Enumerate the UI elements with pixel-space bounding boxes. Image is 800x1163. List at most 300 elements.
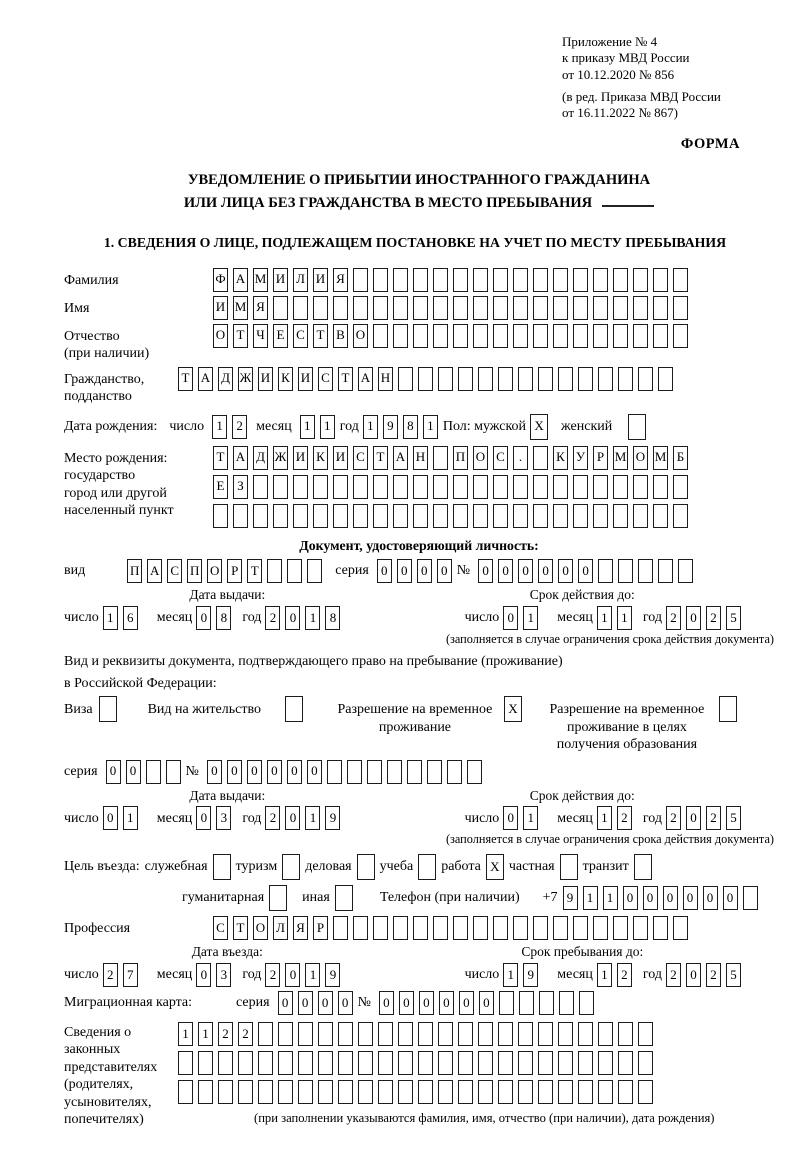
char-box[interactable]: 1	[363, 415, 378, 439]
char-box[interactable]: 0	[558, 559, 573, 583]
char-box[interactable]: 0	[285, 806, 300, 830]
purpose-business-checkbox[interactable]	[213, 854, 236, 880]
char-box[interactable]: 0	[397, 559, 412, 583]
char-box[interactable]	[278, 1051, 293, 1075]
char-box[interactable]	[633, 296, 648, 320]
char-box[interactable]: 9	[383, 415, 398, 439]
char-box[interactable]	[433, 296, 448, 320]
char-box[interactable]: И	[298, 367, 313, 391]
char-box[interactable]: 2	[103, 963, 118, 987]
char-box[interactable]	[533, 916, 548, 940]
char-box[interactable]	[335, 885, 353, 911]
char-box[interactable]	[578, 367, 593, 391]
char-box[interactable]: 9	[325, 806, 340, 830]
char-box[interactable]: С	[493, 446, 508, 470]
char-box[interactable]: 0	[227, 760, 242, 784]
char-box[interactable]: 0	[399, 991, 414, 1015]
char-box[interactable]: 1	[178, 1022, 193, 1046]
char-box[interactable]	[353, 296, 368, 320]
birth-day-boxes[interactable]	[212, 415, 252, 439]
char-box[interactable]	[533, 324, 548, 348]
char-box[interactable]	[447, 760, 462, 784]
purpose-commercial-checkbox[interactable]	[357, 854, 380, 880]
char-box[interactable]: О	[473, 446, 488, 470]
stay-year-boxes[interactable]	[666, 963, 746, 987]
char-box[interactable]	[413, 475, 428, 499]
char-box[interactable]	[433, 446, 448, 470]
char-box[interactable]: 1	[523, 606, 538, 630]
char-box[interactable]	[518, 1080, 533, 1104]
char-box[interactable]: Я	[253, 296, 268, 320]
char-box[interactable]	[598, 1080, 613, 1104]
char-box[interactable]: 0	[267, 760, 282, 784]
char-box[interactable]	[553, 268, 568, 292]
char-box[interactable]: М	[233, 296, 248, 320]
char-box[interactable]	[573, 268, 588, 292]
char-box[interactable]	[453, 296, 468, 320]
char-box[interactable]	[313, 296, 328, 320]
visa-checkbox[interactable]	[99, 696, 122, 722]
char-box[interactable]	[233, 504, 248, 528]
char-box[interactable]	[473, 504, 488, 528]
char-box[interactable]	[393, 296, 408, 320]
char-box[interactable]	[453, 475, 468, 499]
char-box[interactable]	[653, 268, 668, 292]
char-box[interactable]	[358, 1051, 373, 1075]
char-box[interactable]	[553, 324, 568, 348]
char-box[interactable]	[433, 916, 448, 940]
char-box[interactable]	[593, 916, 608, 940]
char-box[interactable]: 2	[706, 806, 721, 830]
sex-male-checkbox[interactable]	[530, 414, 553, 440]
char-box[interactable]: 0	[703, 886, 718, 910]
char-box[interactable]	[333, 504, 348, 528]
char-box[interactable]	[413, 324, 428, 348]
char-box[interactable]	[293, 296, 308, 320]
purpose-other-checkbox[interactable]	[335, 885, 358, 911]
char-box[interactable]	[393, 475, 408, 499]
char-box[interactable]	[433, 268, 448, 292]
char-box[interactable]: И	[313, 268, 328, 292]
char-box[interactable]	[373, 916, 388, 940]
char-box[interactable]	[318, 1022, 333, 1046]
char-box[interactable]	[378, 1022, 393, 1046]
char-box[interactable]	[519, 991, 534, 1015]
char-box[interactable]	[287, 559, 302, 583]
char-box[interactable]	[353, 475, 368, 499]
char-box[interactable]	[558, 1022, 573, 1046]
char-box[interactable]	[539, 991, 554, 1015]
purpose-work-checkbox[interactable]	[486, 854, 509, 880]
char-box[interactable]: 1	[212, 415, 227, 439]
char-box[interactable]	[313, 504, 328, 528]
birth-place-row2-boxes[interactable]	[213, 475, 693, 499]
char-box[interactable]	[418, 1051, 433, 1075]
char-box[interactable]	[573, 504, 588, 528]
char-box[interactable]	[313, 475, 328, 499]
char-box[interactable]	[458, 1080, 473, 1104]
char-box[interactable]: А	[147, 559, 162, 583]
char-box[interactable]	[213, 504, 228, 528]
char-box[interactable]: И	[273, 268, 288, 292]
char-box[interactable]: 3	[216, 963, 231, 987]
residence-issue-month-boxes[interactable]	[196, 806, 236, 830]
char-box[interactable]: 8	[216, 606, 231, 630]
char-box[interactable]: 0	[643, 886, 658, 910]
char-box[interactable]	[413, 504, 428, 528]
char-box[interactable]	[633, 268, 648, 292]
char-box[interactable]	[393, 916, 408, 940]
char-box[interactable]	[673, 296, 688, 320]
char-box[interactable]: 0	[578, 559, 593, 583]
char-box[interactable]	[559, 991, 574, 1015]
char-box[interactable]	[513, 916, 528, 940]
char-box[interactable]	[513, 475, 528, 499]
char-box[interactable]	[413, 296, 428, 320]
char-box[interactable]: С	[293, 324, 308, 348]
char-box[interactable]	[653, 324, 668, 348]
char-box[interactable]	[598, 1022, 613, 1046]
char-box[interactable]: Т	[178, 367, 193, 391]
char-box[interactable]	[178, 1051, 193, 1075]
char-box[interactable]: X	[530, 414, 548, 440]
char-box[interactable]: 0	[459, 991, 474, 1015]
char-box[interactable]: 0	[285, 963, 300, 987]
valid-month-boxes[interactable]	[597, 606, 637, 630]
char-box[interactable]: 0	[538, 559, 553, 583]
char-box[interactable]	[533, 446, 548, 470]
char-box[interactable]: 1	[103, 606, 118, 630]
char-box[interactable]: 2	[238, 1022, 253, 1046]
char-box[interactable]	[458, 1022, 473, 1046]
char-box[interactable]	[473, 324, 488, 348]
char-box[interactable]	[218, 1051, 233, 1075]
char-box[interactable]	[658, 559, 673, 583]
char-box[interactable]: А	[393, 446, 408, 470]
char-box[interactable]	[258, 1022, 273, 1046]
migration-series-boxes[interactable]	[278, 991, 358, 1015]
char-box[interactable]: 1	[617, 606, 632, 630]
char-box[interactable]: Т	[338, 367, 353, 391]
char-box[interactable]	[293, 504, 308, 528]
char-box[interactable]	[282, 854, 300, 880]
char-box[interactable]: 3	[216, 806, 231, 830]
char-box[interactable]: 2	[666, 963, 681, 987]
char-box[interactable]	[653, 475, 668, 499]
residence-valid-year-boxes[interactable]	[666, 806, 746, 830]
char-box[interactable]: 1	[583, 886, 598, 910]
char-box[interactable]: 0	[503, 806, 518, 830]
char-box[interactable]: К	[278, 367, 293, 391]
char-box[interactable]	[347, 760, 362, 784]
char-box[interactable]: Д	[253, 446, 268, 470]
char-box[interactable]: Т	[313, 324, 328, 348]
char-box[interactable]: 0	[437, 559, 452, 583]
char-box[interactable]	[387, 760, 402, 784]
char-box[interactable]	[358, 1080, 373, 1104]
char-box[interactable]: 0	[196, 806, 211, 830]
char-box[interactable]: А	[233, 446, 248, 470]
identity-kind-boxes[interactable]	[127, 559, 327, 583]
char-box[interactable]	[513, 504, 528, 528]
char-box[interactable]: 1	[523, 806, 538, 830]
char-box[interactable]: 9	[523, 963, 538, 987]
char-box[interactable]	[658, 367, 673, 391]
char-box[interactable]: 0	[247, 760, 262, 784]
char-box[interactable]	[427, 760, 442, 784]
char-box[interactable]: М	[253, 268, 268, 292]
char-box[interactable]	[478, 367, 493, 391]
char-box[interactable]	[473, 916, 488, 940]
residence-valid-day-boxes[interactable]	[503, 806, 543, 830]
char-box[interactable]: О	[213, 324, 228, 348]
char-box[interactable]: 2	[617, 963, 632, 987]
char-box[interactable]: Т	[233, 916, 248, 940]
char-box[interactable]	[638, 1080, 653, 1104]
char-box[interactable]: А	[198, 367, 213, 391]
char-box[interactable]	[367, 760, 382, 784]
char-box[interactable]	[413, 268, 428, 292]
char-box[interactable]: Ч	[253, 324, 268, 348]
char-box[interactable]: М	[613, 446, 628, 470]
char-box[interactable]: 0	[196, 606, 211, 630]
birth-year-boxes[interactable]	[363, 415, 443, 439]
char-box[interactable]	[538, 1080, 553, 1104]
char-box[interactable]	[218, 1080, 233, 1104]
char-box[interactable]: 1	[305, 963, 320, 987]
char-box[interactable]: 9	[325, 963, 340, 987]
char-box[interactable]	[558, 367, 573, 391]
char-box[interactable]	[558, 1051, 573, 1075]
residence-number-boxes[interactable]	[207, 760, 487, 784]
char-box[interactable]: 8	[403, 415, 418, 439]
residence-permit-checkbox[interactable]	[285, 696, 308, 722]
char-box[interactable]	[613, 916, 628, 940]
char-box[interactable]	[579, 991, 594, 1015]
char-box[interactable]	[633, 324, 648, 348]
char-box[interactable]	[373, 296, 388, 320]
char-box[interactable]	[478, 1051, 493, 1075]
char-box[interactable]	[673, 475, 688, 499]
migration-number-boxes[interactable]	[379, 991, 599, 1015]
char-box[interactable]	[653, 296, 668, 320]
char-box[interactable]	[338, 1022, 353, 1046]
char-box[interactable]	[573, 916, 588, 940]
char-box[interactable]	[438, 367, 453, 391]
char-box[interactable]: 1	[300, 415, 315, 439]
char-box[interactable]: 0	[518, 559, 533, 583]
char-box[interactable]	[293, 475, 308, 499]
patronymic-boxes[interactable]	[213, 324, 693, 348]
char-box[interactable]	[418, 1080, 433, 1104]
char-box[interactable]	[593, 475, 608, 499]
char-box[interactable]	[573, 296, 588, 320]
char-box[interactable]: О	[253, 916, 268, 940]
citizenship-boxes[interactable]	[178, 367, 678, 391]
char-box[interactable]: 1	[597, 606, 612, 630]
char-box[interactable]	[298, 1051, 313, 1075]
char-box[interactable]	[613, 475, 628, 499]
char-box[interactable]: 1	[597, 963, 612, 987]
char-box[interactable]: 2	[265, 606, 280, 630]
char-box[interactable]	[618, 1080, 633, 1104]
stay-day-boxes[interactable]	[503, 963, 543, 987]
char-box[interactable]	[493, 504, 508, 528]
issue-month-boxes[interactable]	[196, 606, 236, 630]
char-box[interactable]: 0	[623, 886, 638, 910]
char-box[interactable]: О	[207, 559, 222, 583]
char-box[interactable]	[453, 916, 468, 940]
char-box[interactable]: 0	[686, 963, 701, 987]
char-box[interactable]	[638, 1051, 653, 1075]
valid-day-boxes[interactable]	[503, 606, 543, 630]
char-box[interactable]	[273, 475, 288, 499]
issue-day-boxes[interactable]	[103, 606, 143, 630]
char-box[interactable]: 0	[663, 886, 678, 910]
char-box[interactable]: З	[233, 475, 248, 499]
char-box[interactable]	[418, 367, 433, 391]
char-box[interactable]	[453, 324, 468, 348]
char-box[interactable]: С	[318, 367, 333, 391]
char-box[interactable]: 1	[503, 963, 518, 987]
char-box[interactable]	[213, 854, 231, 880]
char-box[interactable]: 2	[265, 806, 280, 830]
char-box[interactable]	[533, 475, 548, 499]
char-box[interactable]	[493, 268, 508, 292]
char-box[interactable]	[267, 559, 282, 583]
char-box[interactable]: 0	[723, 886, 738, 910]
char-box[interactable]: О	[633, 446, 648, 470]
char-box[interactable]	[338, 1080, 353, 1104]
char-box[interactable]	[493, 475, 508, 499]
char-box[interactable]	[318, 1080, 333, 1104]
char-box[interactable]	[285, 696, 303, 722]
entry-month-boxes[interactable]	[196, 963, 236, 987]
char-box[interactable]: 1	[597, 806, 612, 830]
char-box[interactable]	[578, 1022, 593, 1046]
char-box[interactable]: 0	[196, 963, 211, 987]
char-box[interactable]	[498, 1080, 513, 1104]
edu-permit-checkbox[interactable]	[719, 696, 742, 722]
char-box[interactable]: П	[127, 559, 142, 583]
char-box[interactable]: 0	[307, 760, 322, 784]
birth-month-boxes[interactable]	[300, 415, 340, 439]
char-box[interactable]	[633, 504, 648, 528]
char-box[interactable]: С	[167, 559, 182, 583]
char-box[interactable]: П	[453, 446, 468, 470]
entry-year-boxes[interactable]	[265, 963, 345, 987]
char-box[interactable]	[493, 324, 508, 348]
char-box[interactable]: Т	[373, 446, 388, 470]
char-box[interactable]: 0	[377, 559, 392, 583]
char-box[interactable]	[338, 1051, 353, 1075]
char-box[interactable]	[593, 296, 608, 320]
char-box[interactable]	[413, 916, 428, 940]
char-box[interactable]: Т	[213, 446, 228, 470]
char-box[interactable]: 0	[478, 559, 493, 583]
char-box[interactable]: А	[358, 367, 373, 391]
char-box[interactable]	[398, 1022, 413, 1046]
purpose-study-checkbox[interactable]	[418, 854, 441, 880]
char-box[interactable]	[743, 886, 758, 910]
char-box[interactable]: К	[553, 446, 568, 470]
char-box[interactable]: 0	[498, 559, 513, 583]
char-box[interactable]: К	[313, 446, 328, 470]
char-box[interactable]: Я	[333, 268, 348, 292]
char-box[interactable]	[673, 916, 688, 940]
char-box[interactable]: 1	[423, 415, 438, 439]
char-box[interactable]	[353, 268, 368, 292]
char-box[interactable]: 0	[419, 991, 434, 1015]
char-box[interactable]	[467, 760, 482, 784]
char-box[interactable]: Л	[273, 916, 288, 940]
char-box[interactable]: 0	[126, 760, 141, 784]
char-box[interactable]	[433, 324, 448, 348]
char-box[interactable]: Д	[218, 367, 233, 391]
char-box[interactable]	[373, 504, 388, 528]
char-box[interactable]	[433, 504, 448, 528]
char-box[interactable]	[418, 1022, 433, 1046]
char-box[interactable]: 1	[123, 806, 138, 830]
char-box[interactable]	[618, 1022, 633, 1046]
char-box[interactable]: У	[573, 446, 588, 470]
char-box[interactable]: М	[653, 446, 668, 470]
char-box[interactable]: Т	[247, 559, 262, 583]
char-box[interactable]: 1	[305, 806, 320, 830]
char-box[interactable]: 1	[603, 886, 618, 910]
char-box[interactable]	[613, 504, 628, 528]
char-box[interactable]	[518, 367, 533, 391]
char-box[interactable]	[418, 854, 436, 880]
char-box[interactable]: 6	[123, 606, 138, 630]
char-box[interactable]	[493, 916, 508, 940]
char-box[interactable]: 1	[320, 415, 335, 439]
char-box[interactable]	[298, 1022, 313, 1046]
char-box[interactable]	[198, 1051, 213, 1075]
char-box[interactable]	[533, 504, 548, 528]
sex-female-checkbox[interactable]	[628, 414, 651, 440]
char-box[interactable]	[298, 1080, 313, 1104]
char-box[interactable]	[407, 760, 422, 784]
representatives-row3-boxes[interactable]	[178, 1080, 714, 1104]
char-box[interactable]: Е	[213, 475, 228, 499]
char-box[interactable]	[327, 760, 342, 784]
char-box[interactable]	[438, 1051, 453, 1075]
char-box[interactable]	[578, 1080, 593, 1104]
char-box[interactable]	[398, 1080, 413, 1104]
entry-day-boxes[interactable]	[103, 963, 143, 987]
char-box[interactable]	[378, 1051, 393, 1075]
char-box[interactable]: Н	[413, 446, 428, 470]
char-box[interactable]: 5	[726, 963, 741, 987]
char-box[interactable]: И	[293, 446, 308, 470]
char-box[interactable]	[538, 1051, 553, 1075]
char-box[interactable]	[553, 296, 568, 320]
char-box[interactable]: .	[513, 446, 528, 470]
char-box[interactable]	[633, 475, 648, 499]
char-box[interactable]	[166, 760, 181, 784]
char-box[interactable]	[373, 475, 388, 499]
char-box[interactable]	[499, 991, 514, 1015]
char-box[interactable]: 9	[563, 886, 578, 910]
char-box[interactable]: И	[258, 367, 273, 391]
char-box[interactable]	[478, 1080, 493, 1104]
char-box[interactable]: Ж	[238, 367, 253, 391]
char-box[interactable]: 5	[726, 806, 741, 830]
char-box[interactable]	[453, 268, 468, 292]
char-box[interactable]: 0	[318, 991, 333, 1015]
char-box[interactable]: 2	[666, 606, 681, 630]
